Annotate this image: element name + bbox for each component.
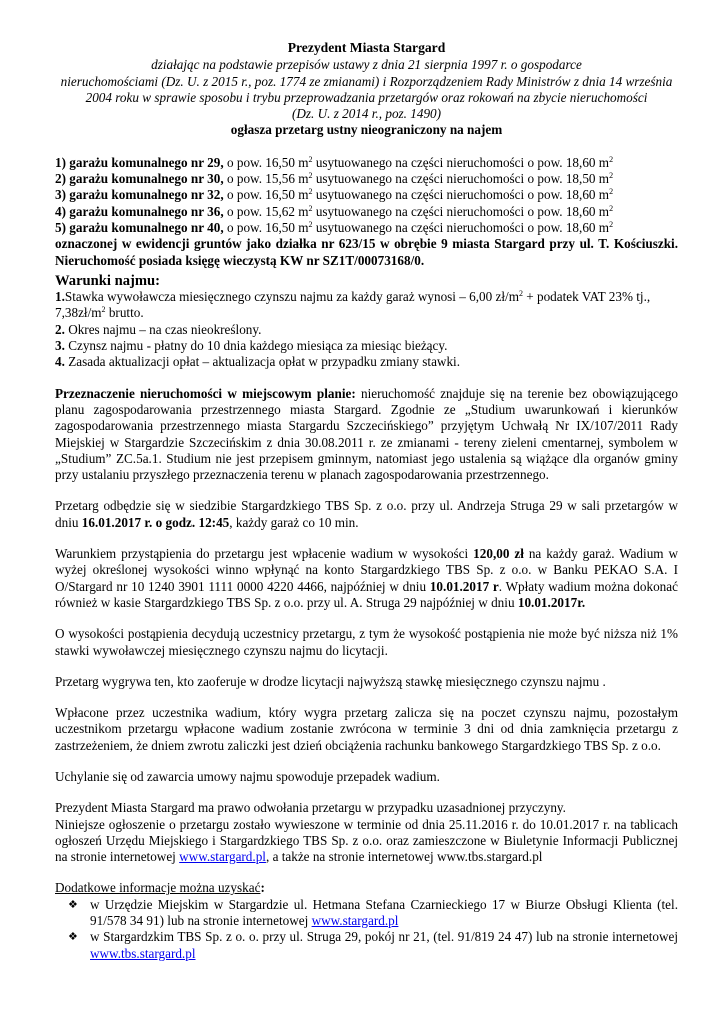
garage-plot-area: usytuowanego na części nieruchomości o pow. 18,60 m xyxy=(312,187,610,203)
deposit-text: . Wpłaty wadium można dokonać również w kasie Stargardzkiego TBS Sp. z o.o. przy ul. A. Struga 29 najpóźniej w dniu xyxy=(55,578,678,610)
purpose-paragraph xyxy=(55,386,678,484)
condition-text: Czynsz najmu - płatny do 10 dnia każdego miesiąca za miesiąc bieżący. xyxy=(64,338,448,354)
refund-paragraph: Wpłacone przez uczestnika wadium, który wygra przetarg zalicza się na poczet czynszu najmu, pozostałym uczestnikom przetargu wpłacone wadium zostanie zwrócona w terminie 3 dni od dnia zamknięcia przetargu z zastrzeżeniem, że dniem zwrotu zaliczki jest dzień obciążenia rachunku bankowego Stargardzkiego TBS Sp. z o.o. xyxy=(55,705,678,753)
superscript: 2 xyxy=(101,305,106,315)
legal-basis-line: 2004 roku w sprawie sposobu i trybu przeprowadzania przetargów oraz rokowań na zbycie nieruchomości xyxy=(85,89,648,105)
purpose-heading: Przeznaczenie nieruchomości w miejscowym planie: xyxy=(55,385,356,401)
superscript: 2 xyxy=(609,154,614,164)
info-heading: Dodatkowe informacje można uzyskać xyxy=(55,880,261,896)
deposit-deadline: 10.01.2017 r xyxy=(429,578,499,594)
condition-number: 3. xyxy=(55,338,65,354)
condition-text: + podatek VAT 23% tj., 7,38zł/m xyxy=(55,289,651,321)
deposit-text: Warunkiem przystąpienia do przetargu jest wpłacenie wadium w wysokości xyxy=(55,546,474,562)
garage-label: 5) garażu komunalnego nr 40, xyxy=(55,219,224,235)
superscript: 2 xyxy=(609,171,614,181)
condition-text: brutto. xyxy=(105,305,144,321)
auction-date: 16.01.2017 r. o godz. 12:45 xyxy=(81,514,230,530)
posting-text: Niniejsze ogłoszenie o przetargu zostało wywieszone w terminie od dnia 25.11.2016 r. do 10.01.2017 r. na tablicach ogłoszeń Urzędu Miejskiego i Stargardzkiego TBS Sp. z o.o. oraz zamieszczone w Biuletynie Informacji Publicznej na stronie internetowej xyxy=(55,816,678,865)
condition-item xyxy=(55,289,678,322)
forfeit-paragraph: Uchylanie się od zawarcia umowy najmu spowoduje przepadek wadium. xyxy=(55,768,440,784)
auction-text: Przetarg odbędzie się w siedzibie Stargardzkiego TBS Sp. z o.o. przy ul. Andrzeja Struga 29 w sali przetargów w dniu xyxy=(55,498,678,530)
condition-number: 1. xyxy=(55,289,65,305)
garage-item xyxy=(55,155,678,171)
legal-basis-line: nieruchomościami (Dz. U. z 2015 r., poz. 1774 ze zmianami) i Rozporządzeniem Rady Ministrów z dnia 14 września xyxy=(60,73,673,89)
bid-increment-paragraph: O wysokości postąpienia decydują uczestnicy przetargu, z tym że wysokość postąpienia nie może być niższa niż 1% stawki wywoławczej miesięcznego czynszu najmu do licytacji. xyxy=(55,626,678,658)
superscript: 2 xyxy=(609,187,614,197)
garage-item xyxy=(55,204,678,220)
deposit-amount: 120,00 zł xyxy=(473,546,524,562)
cancel-paragraph: Prezydent Miasta Stargard ma prawo odwołania przetargu w przypadku uzasadnionej przyczyny. xyxy=(55,800,566,816)
garage-area: o pow. 16,50 m xyxy=(223,219,309,235)
garage-area: o pow. 16,50 m xyxy=(223,187,309,203)
legal-basis xyxy=(55,57,678,122)
announcement-line: ogłasza przetarg ustny nieograniczony na najem xyxy=(230,122,503,138)
legal-basis-line: (Dz. U. z 2014 r., poz. 1490) xyxy=(291,106,442,122)
superscript: 2 xyxy=(308,187,313,197)
info-item xyxy=(55,897,678,930)
tbs-stargard-link[interactable]: www.tbs.stargard.pl xyxy=(90,945,196,961)
purpose-text: nieruchomość znajduje się na terenie bez obowiązującego planu zagospodarowania przestrzennego miasta Stargard. Zgodnie ze „Studium uwarunkowań i kierunków zagospodarowania przestrzennego miasta Stargardu Szczecińskiego” przyjętym Uchwałą Nr IX/107/2011 Rady Miejskiej w Stargardzie Szczecińskim z dnia 30.08.2011 r. ze zmianami - tereny zieleni cmentarnej, symbolem w „Studium” ZC.5a.1. Studium nie jest przepisem gminnym, natomiast jego ustalenia są wiążące dla organów gminy przy ustalaniu przyszłego przeznaczenia terenu w planach zagospodarowania przestrzennego. xyxy=(55,385,679,483)
garage-label: 2) garażu komunalnego nr 30, xyxy=(55,171,224,187)
garage-label: 4) garażu komunalnego nr 36, xyxy=(55,203,224,219)
condition-text: Stawka wywoławcza miesięcznego czynszu najmu za każdy garaż wynosi – 6,00 zł/m xyxy=(64,289,519,305)
condition-item xyxy=(55,338,678,354)
info-heading-colon: : xyxy=(260,880,265,896)
stargard-link[interactable]: www.stargard.pl xyxy=(311,913,399,929)
condition-number: 4. xyxy=(55,354,65,370)
garage-plot-area: usytuowanego na części nieruchomości o pow. 18,60 m xyxy=(312,203,610,219)
garage-area: o pow. 15,62 m xyxy=(223,203,309,219)
condition-text: Zasada aktualizacji opłat – aktualizacja opłat w przypadku zmiany stawki. xyxy=(64,354,460,370)
winner-paragraph: Przetarg wygrywa ten, kto zaoferuje w drodze licytacji najwyższą stawkę miesięcznego czynszu najmu . xyxy=(55,673,606,689)
stargard-link[interactable]: www.stargard.pl xyxy=(179,849,266,865)
condition-item xyxy=(55,322,678,338)
info-list xyxy=(55,897,678,962)
garage-item xyxy=(55,220,678,236)
condition-number: 2. xyxy=(55,321,65,337)
superscript: 2 xyxy=(518,289,523,299)
garage-label: 3) garażu komunalnego nr 32, xyxy=(55,187,224,203)
garage-item xyxy=(55,187,678,203)
posting-text: , a także na stronie internetowej www.tbs.stargard.pl xyxy=(265,849,543,865)
document-title: Prezydent Miasta Stargard xyxy=(287,40,446,55)
diamond-bullet-icon: ❖ xyxy=(68,898,78,911)
garage-area: o pow. 16,50 m xyxy=(223,154,309,170)
parcel-description: oznaczonej w ewidencji gruntów jako działka nr 623/15 w obrębie 9 miasta Stargard przy ul. T. Kościuszki. Nieruchomość posiada księgę wieczystą KW nr SZ1T/00073168/0. xyxy=(55,236,678,268)
conditions-list xyxy=(55,289,678,370)
garage-plot-area: usytuowanego na części nieruchomości o pow. 18,60 m xyxy=(312,219,610,235)
garage-label: 1) garażu komunalnego nr 29, xyxy=(55,154,224,170)
superscript: 2 xyxy=(609,203,614,213)
condition-item xyxy=(55,354,678,370)
posting-paragraph xyxy=(55,817,678,866)
superscript: 2 xyxy=(308,203,313,213)
conditions-heading: Warunki najmu: xyxy=(55,272,161,289)
superscript: 2 xyxy=(609,219,614,229)
diamond-bullet-icon: ❖ xyxy=(68,931,78,944)
deposit-paragraph xyxy=(55,546,678,611)
superscript: 2 xyxy=(308,171,313,181)
auction-text: , każdy garaż co 10 min. xyxy=(229,514,359,530)
auction-paragraph xyxy=(55,498,678,531)
superscript: 2 xyxy=(308,154,313,164)
condition-text: Okres najmu – na czas nieokreślony. xyxy=(64,321,262,337)
info-text: w Urzędzie Miejskim w Stargardzie ul. Hetmana Stefana Czarnieckiego 17 w Biurze Obsługi Klienta (tel. 91/578 34 91) lub na stronie internetowej xyxy=(90,896,678,929)
info-text: w Stargardzkim TBS Sp. z o. o. przy ul. Struga 29, pokój nr 21, (tel. 91/819 24 47) lub na stronie internetowej xyxy=(90,929,678,945)
legal-basis-line: działając na podstawie przepisów ustawy z dnia 21 sierpnia 1997 r. o gospodarce xyxy=(151,57,582,73)
deposit-deadline: 10.01.2017r. xyxy=(517,594,586,610)
garage-item xyxy=(55,171,678,187)
info-item xyxy=(55,929,678,962)
garage-list xyxy=(55,155,678,236)
garage-plot-area: usytuowanego na części nieruchomości o pow. 18,50 m xyxy=(312,171,610,187)
superscript: 2 xyxy=(308,219,313,229)
garage-plot-area: usytuowanego na części nieruchomości o pow. 18,60 m xyxy=(312,154,610,170)
deposit-text: na każdy garaż. Wadium w wyżej określonej wysokości winno wpłynąć na konto Stargardzkiego TBS Sp. z o.o. w Banku PEKAO S.A. I O/Stargard nr 10 1240 3901 1111 0000 4220 4466, najpóźniej w dniu xyxy=(55,546,679,594)
info-heading-line xyxy=(55,880,678,896)
garage-area: o pow. 15,56 m xyxy=(223,171,309,187)
